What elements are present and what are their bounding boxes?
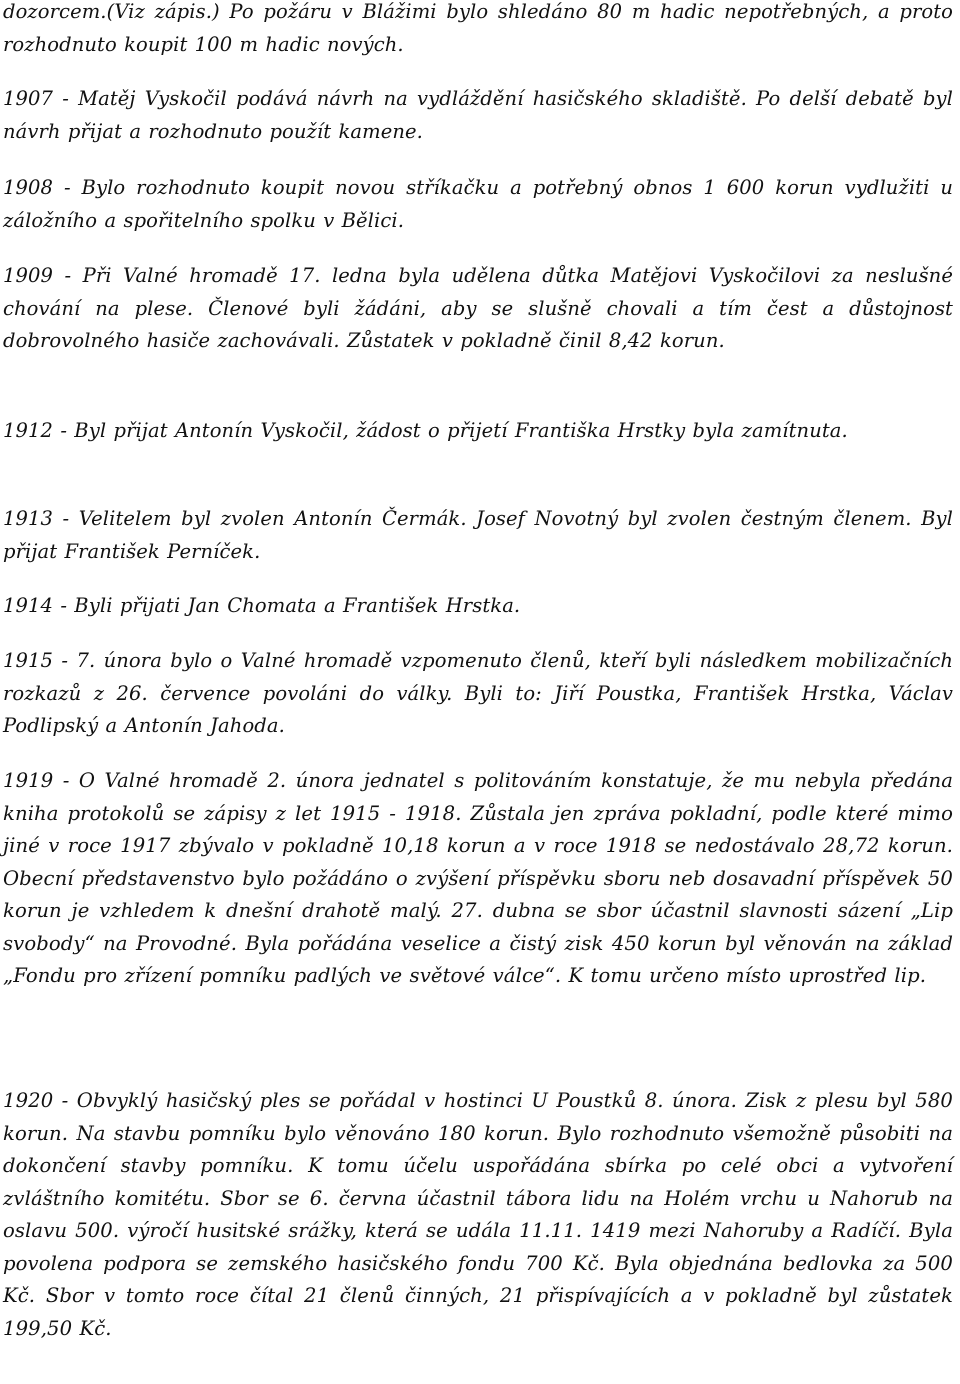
paragraph-1915: 1915 - 7. února bylo o Valné hromadě vzpomenuto členů, kteří byli následkem mobilizačních rozkazů z 26. července povoláni do války. Byli to: Jiří Poustka, František Hrstka, Václav Podlipský a Antonín Jahoda.	[3, 649, 953, 737]
paragraph-1919: 1919 - O Valné hromadě 2. února jednatel s politováním konstatuje, že mu nebyla předána kniha protokolů se zápisy z let 1915 - 1918. Zůstala jen zpráva pokladní, podle které mimo jiné v roce 1917 zbývalo v pokladně 10,18 korun a v roce 1918 se nedostávalo 28,72 korun. Obecní představenstvo bylo požádáno o zvýšení příspěvku sboru neb dosavadní příspěvek 50 korun je vzhledem k dnešní drahotě malý. 27. dubna se sbor účastnil slavnosti sázení „Lip svobody“ na Provodné. Byla pořádána veselice a čistý zisk 450 korun byl věnován na základ „Fondu pro zřízení pomníku padlých ve světové válce“. K tomu určeno místo uprostřed lip.	[3, 769, 953, 987]
paragraph-1908: 1908 - Bylo rozhodnuto koupit novou stříkačku a potřebný obnos 1 600 korun vydlužiti u záložního a spořitelního spolku v Bělici.	[3, 176, 953, 232]
paragraph-1913: 1913 - Velitelem byl zvolen Antonín Čermák. Josef Novotný byl zvolen čestným členem. Byl přijat František Perníček.	[3, 507, 953, 563]
paragraph-1912: 1912 - Byl přijat Antonín Vyskočil, žádost o přijetí Františka Hrstky byla zamítnuta.	[3, 419, 848, 442]
paragraph-1907: 1907 - Matěj Vyskočil podává návrh na vydláždění hasičského skladiště. Po delší debatě byl návrh přijat a rozhodnuto použít kamene.	[3, 87, 953, 143]
paragraph-1909: 1909 - Při Valné hromadě 17. ledna byla udělena důtka Matějovi Vyskočilovi za neslušné chování na plese. Členové byli žádáni, aby se slušně chovali a tím čest a důstojnost dobrovolného hasiče zachovávali. Zůstatek v pokladně činil 8,42 korun.	[3, 264, 953, 352]
paragraph-1920: 1920 - Obvyklý hasičský ples se pořádal v hostinci U Poustků 8. února. Zisk z plesu byl 580 korun. Na stavbu pomníku bylo věnováno 180 korun. Bylo rozhodnuto všemožně působiti na dokončení stavby pomníku. K tomu účelu uspořádána sbírka po celé obci a vytvoření zvláštního komitétu. Sbor se 6. června účastnil tábora lidu na Holém vrchu u Nahorub na oslavu 500. výročí husitské srážky, která se udála 11.11. 1419 mezi Nahoruby a Radíčí. Byla povolena podpora se zemského hasičského fondu 700 Kč. Byla objednána bedlovka za 500 Kč. Sbor v tomto roce čítal 21 členů činných, 21 přispívajících a v pokladně byl zůstatek 199,50 Kč.	[3, 1089, 953, 1340]
paragraph-intro-fire-hoses: dozorcem.(Viz zápis.) Po požáru v Blážimi bylo shledáno 80 m hadic nepotřebných, a proto rozhodnuto koupit 100 m hadic nových.	[3, 0, 953, 56]
paragraph-1914: 1914 - Byli přijati Jan Chomata a František Hrstka.	[3, 594, 521, 617]
